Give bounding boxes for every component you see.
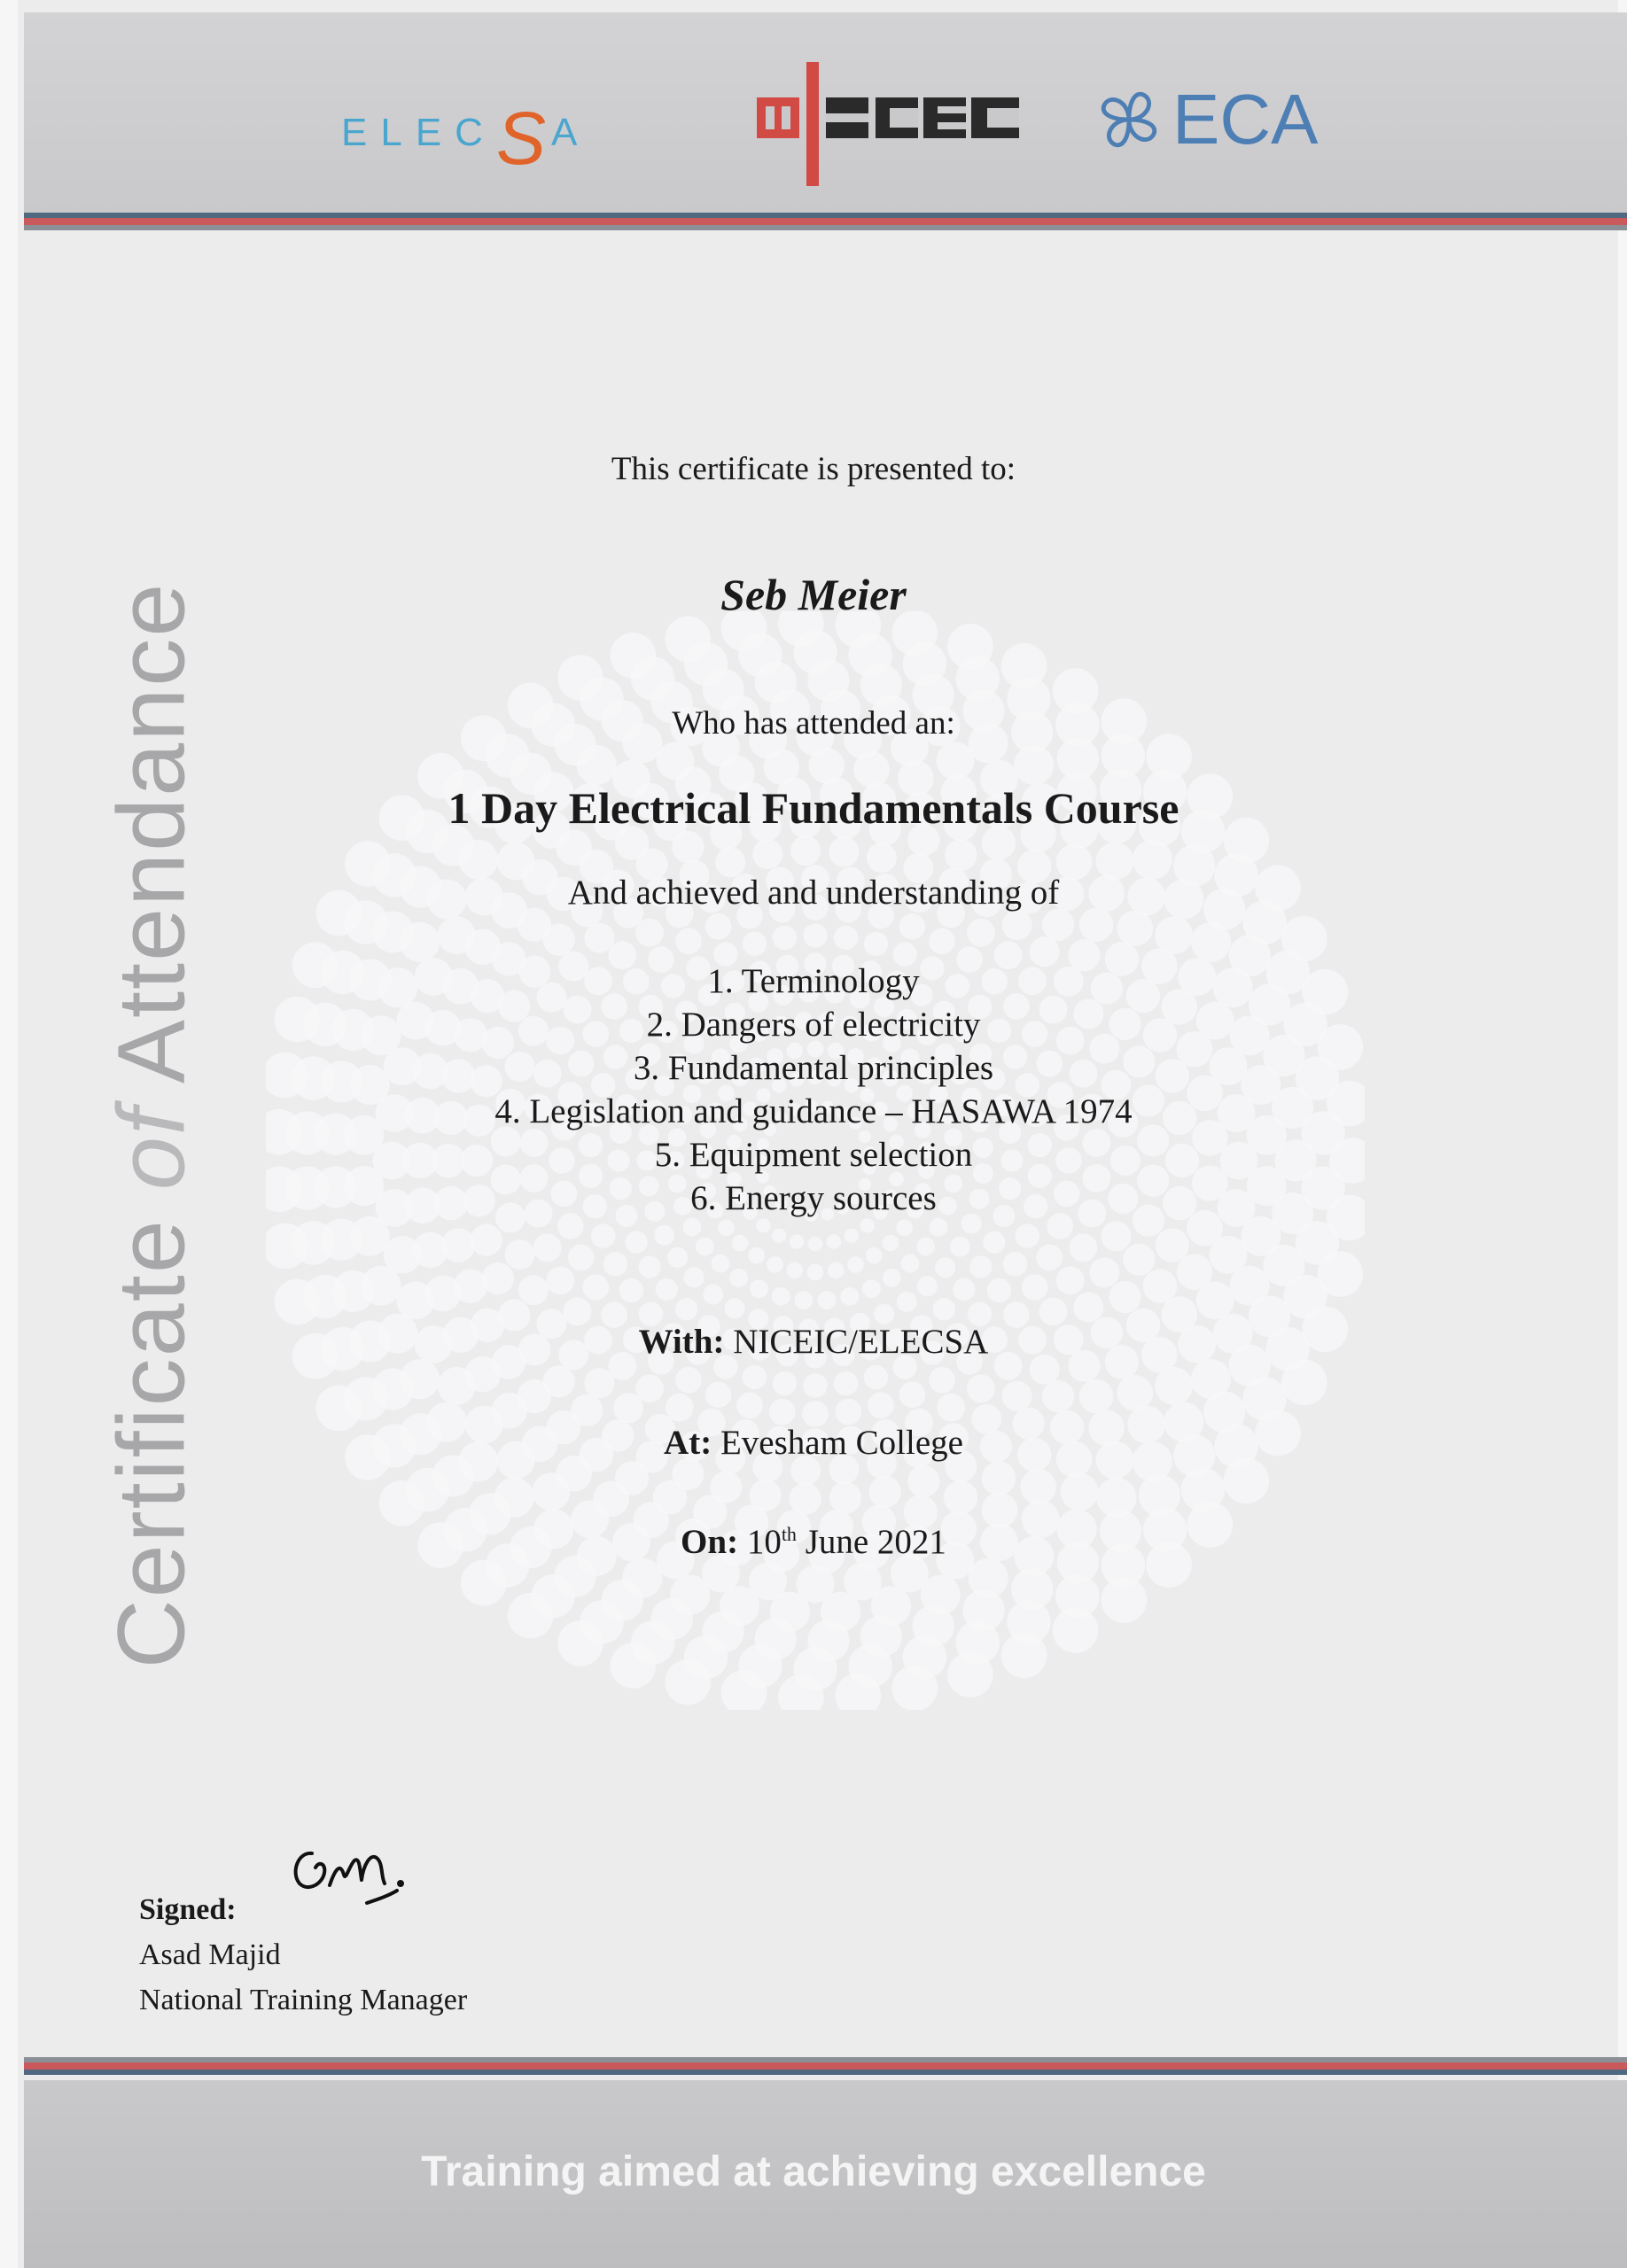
side-title-certificate: Certificate bbox=[97, 1190, 205, 1669]
pattern-dot bbox=[836, 1399, 862, 1425]
pattern-dot bbox=[795, 1291, 814, 1309]
pattern-dot bbox=[725, 1298, 745, 1318]
pattern-dot bbox=[666, 1394, 694, 1422]
pattern-dot bbox=[883, 1235, 899, 1252]
pattern-dot bbox=[930, 1218, 948, 1237]
pattern-dot bbox=[1070, 1233, 1098, 1262]
pattern-dot bbox=[818, 1291, 837, 1309]
side-title-of: of bbox=[97, 1107, 205, 1191]
pattern-dot bbox=[937, 1394, 965, 1422]
pattern-dot bbox=[1281, 916, 1327, 962]
pattern-dot bbox=[953, 1278, 975, 1301]
header-stripe bbox=[24, 213, 1627, 230]
pattern-dot bbox=[845, 1229, 859, 1243]
pattern-dot bbox=[675, 1298, 697, 1320]
pattern-dot bbox=[847, 1256, 864, 1273]
pattern-dot bbox=[1002, 1381, 1032, 1411]
pattern-dot bbox=[1036, 1245, 1063, 1271]
topic-item: 3. Fundamental principles bbox=[633, 1049, 994, 1087]
pattern-dot bbox=[471, 1224, 502, 1256]
signatory-title: National Training Manager bbox=[139, 1984, 468, 2016]
elecsa-logo-post: A bbox=[550, 111, 591, 154]
at-value: Evesham College bbox=[720, 1424, 963, 1462]
pattern-dot bbox=[1042, 1380, 1074, 1412]
pattern-dot bbox=[1079, 1379, 1113, 1413]
pattern-dot bbox=[438, 916, 476, 954]
topic-item: 5. Equipment selection bbox=[654, 1136, 973, 1174]
pattern-dot bbox=[1042, 909, 1074, 941]
pattern-dot bbox=[967, 919, 995, 947]
pattern-dot bbox=[1056, 1267, 1085, 1295]
pattern-dot bbox=[505, 1239, 535, 1270]
signatory-name: Asad Majid bbox=[139, 1938, 281, 1971]
pattern-dot bbox=[803, 1373, 827, 1397]
pattern-dot bbox=[696, 1238, 714, 1256]
pattern-dot bbox=[834, 1371, 858, 1395]
pattern-dot bbox=[967, 1374, 995, 1402]
pattern-dot bbox=[916, 1238, 935, 1256]
pattern-dot bbox=[868, 1393, 894, 1419]
pattern-dot bbox=[947, 1651, 993, 1697]
pattern-dot bbox=[950, 1237, 970, 1257]
pattern-dot bbox=[591, 1223, 615, 1247]
pattern-dot bbox=[732, 1235, 749, 1252]
pattern-dot bbox=[983, 1231, 1005, 1254]
pattern-dot bbox=[1155, 916, 1193, 954]
pattern-dot bbox=[1117, 911, 1154, 947]
pattern-dot bbox=[1101, 1221, 1131, 1251]
signature-block bbox=[139, 1887, 467, 2023]
course-title: 1 Day Electrical Fundamentals Course bbox=[448, 783, 1179, 833]
date-rest: June 2021 bbox=[805, 1523, 946, 1561]
pattern-dot bbox=[808, 1237, 822, 1251]
elecsa-logo-s: S bbox=[495, 97, 551, 180]
footer-stripe bbox=[24, 2057, 1627, 2075]
pattern-dot bbox=[705, 1381, 732, 1408]
pattern-dot bbox=[969, 1255, 992, 1278]
pattern-dot bbox=[705, 913, 732, 940]
pattern-dot bbox=[883, 1269, 901, 1287]
pattern-dot bbox=[917, 1276, 938, 1296]
pattern-dot bbox=[1061, 1472, 1099, 1511]
pattern-dot bbox=[396, 1282, 434, 1320]
pattern-dot bbox=[829, 837, 859, 867]
pattern-dot bbox=[613, 1393, 643, 1423]
pattern-dot bbox=[829, 1481, 861, 1513]
pattern-dot bbox=[899, 1381, 926, 1408]
pattern-dot bbox=[773, 926, 797, 950]
pattern-dot bbox=[803, 923, 827, 947]
pattern-dot bbox=[665, 1659, 711, 1705]
date-day: 10 bbox=[746, 1523, 782, 1561]
pattern-dot bbox=[860, 1218, 874, 1232]
pattern-dot bbox=[790, 1234, 804, 1248]
pattern-dot bbox=[1318, 1251, 1364, 1297]
pattern-dot bbox=[1001, 1633, 1047, 1679]
pattern-dot bbox=[787, 1262, 804, 1279]
pattern-dot bbox=[1102, 1577, 1148, 1623]
date-line bbox=[0, 1522, 1627, 1562]
pattern-dot bbox=[1053, 1607, 1099, 1653]
pattern-dot bbox=[987, 1278, 1011, 1302]
pattern-dot bbox=[583, 1274, 610, 1301]
pattern-dot bbox=[945, 839, 977, 871]
pattern-dot bbox=[1016, 1223, 1039, 1247]
eca-logo-text: ECA bbox=[1172, 80, 1319, 159]
topics-list bbox=[0, 959, 1627, 1220]
pattern-dot bbox=[533, 1233, 562, 1262]
pattern-dot bbox=[461, 1560, 507, 1606]
pattern-dot bbox=[667, 1247, 688, 1268]
elecsa-logo bbox=[341, 96, 591, 180]
pattern-dot bbox=[899, 913, 926, 940]
pattern-dot bbox=[772, 1229, 786, 1243]
topic-item: 2. Dangers of electricity bbox=[646, 1006, 981, 1044]
pattern-dot bbox=[626, 1231, 648, 1254]
pattern-dot bbox=[750, 1279, 768, 1298]
pattern-dot bbox=[864, 1365, 888, 1389]
pattern-dot bbox=[1143, 1269, 1177, 1302]
pattern-dot bbox=[584, 923, 614, 953]
achieved-label: And achieved and understanding of bbox=[567, 874, 1060, 912]
attended-label: Who has attended an: bbox=[672, 705, 955, 742]
recipient-name: Seb Meier bbox=[720, 570, 907, 619]
pattern-dot bbox=[834, 926, 858, 950]
footer-slogan: Training aimed at achieving excellence bbox=[421, 2148, 1206, 2195]
pattern-dot bbox=[533, 1472, 571, 1511]
pattern-dot bbox=[897, 1292, 917, 1312]
pattern-dot bbox=[557, 655, 603, 701]
pattern-dot bbox=[1109, 1281, 1141, 1313]
on-label: On: bbox=[681, 1523, 739, 1561]
pattern-dot bbox=[656, 1278, 678, 1301]
pattern-dot bbox=[718, 1220, 735, 1237]
signed-label: Signed: bbox=[139, 1893, 237, 1926]
pattern-dot bbox=[639, 1255, 661, 1278]
pattern-dot bbox=[1002, 910, 1032, 940]
pattern-dot bbox=[1117, 1375, 1154, 1411]
pattern-dot bbox=[772, 1287, 790, 1306]
pattern-dot bbox=[1196, 1282, 1234, 1320]
pattern-dot bbox=[379, 1480, 425, 1526]
pattern-dot bbox=[743, 932, 767, 956]
pattern-dot bbox=[603, 1252, 627, 1276]
topic-item: 1. Terminology bbox=[707, 962, 920, 1000]
pattern-dot bbox=[665, 617, 711, 663]
side-title-attendance: Attendance bbox=[97, 581, 205, 1107]
pattern-dot bbox=[773, 1371, 797, 1395]
pattern-dot bbox=[907, 1465, 939, 1497]
at-line bbox=[0, 1423, 1627, 1463]
pattern-dot bbox=[1089, 1257, 1119, 1287]
pattern-dot bbox=[438, 1367, 476, 1405]
elecsa-logo-pre: ELEC bbox=[341, 111, 496, 154]
at-label: At: bbox=[664, 1424, 712, 1462]
pattern-dot bbox=[827, 1234, 841, 1248]
pattern-dot bbox=[748, 1247, 765, 1264]
niceic-logo-mark bbox=[755, 62, 1021, 186]
pattern-dot bbox=[869, 1476, 901, 1508]
pattern-dot bbox=[275, 1279, 321, 1325]
pattern-dot bbox=[1224, 1458, 1270, 1504]
pattern-dot bbox=[703, 1285, 723, 1305]
pattern-dot bbox=[584, 1368, 614, 1398]
pattern-dot bbox=[767, 1256, 783, 1273]
niceic-logo bbox=[755, 62, 1021, 186]
pattern-dot bbox=[743, 1365, 767, 1389]
date-suffix: th bbox=[781, 1523, 797, 1545]
pattern-dot bbox=[901, 1254, 920, 1273]
pattern-dot bbox=[935, 1257, 955, 1278]
pattern-dot bbox=[1001, 643, 1047, 689]
pattern-dot bbox=[896, 1220, 913, 1237]
pattern-dot bbox=[1079, 908, 1113, 942]
pattern-dot bbox=[1155, 1367, 1193, 1405]
pattern-dot bbox=[929, 1367, 955, 1394]
pattern-dot bbox=[546, 1267, 574, 1295]
pattern-dot bbox=[508, 1593, 554, 1639]
topic-item: 6. Energy sources bbox=[690, 1179, 937, 1217]
pattern-dot bbox=[1020, 1469, 1056, 1505]
pattern-dot bbox=[933, 1298, 955, 1320]
eca-swirl-icon bbox=[1094, 85, 1164, 154]
with-label: With: bbox=[638, 1323, 725, 1361]
pattern-dot bbox=[611, 633, 657, 679]
pattern-dot bbox=[619, 1278, 643, 1302]
pattern-dot bbox=[557, 1620, 603, 1666]
with-line bbox=[0, 1322, 1627, 1362]
pattern-dot bbox=[862, 1279, 881, 1298]
pattern-dot bbox=[867, 843, 897, 873]
pattern-dot bbox=[840, 1287, 859, 1306]
pattern-dot bbox=[568, 1245, 595, 1271]
pattern-dot bbox=[807, 1264, 824, 1281]
pattern-dot bbox=[864, 932, 888, 956]
pattern-dot bbox=[654, 1225, 674, 1246]
pattern-dot bbox=[729, 1269, 748, 1287]
pattern-dot bbox=[752, 839, 782, 869]
pattern-dot bbox=[769, 1399, 796, 1425]
pattern-dot bbox=[684, 1267, 705, 1287]
pattern-dot bbox=[947, 624, 993, 670]
pattern-dot bbox=[518, 1275, 549, 1305]
pattern-dot bbox=[683, 1218, 702, 1237]
pattern-dot bbox=[1156, 1228, 1189, 1262]
pattern-dot bbox=[1022, 1274, 1048, 1301]
eca-logo bbox=[1094, 80, 1319, 159]
pattern-dot bbox=[790, 835, 821, 866]
pattern-dot bbox=[828, 1262, 845, 1279]
pattern-dot bbox=[1003, 1252, 1027, 1276]
pattern-dot bbox=[1073, 1293, 1103, 1323]
pattern-dot bbox=[611, 1643, 657, 1689]
pattern-dot bbox=[1281, 1360, 1327, 1406]
pattern-dot bbox=[1123, 1244, 1155, 1276]
pattern-dot bbox=[712, 1254, 730, 1273]
pattern-dot bbox=[929, 928, 955, 955]
pattern-dot bbox=[736, 1393, 763, 1419]
pattern-dot bbox=[892, 1666, 938, 1710]
pattern-dot bbox=[756, 1218, 770, 1232]
with-value: NICEIC/ELECSA bbox=[733, 1323, 989, 1361]
pattern-dot bbox=[982, 1461, 1016, 1495]
pattern-dot bbox=[675, 928, 702, 955]
topic-item: 4. Legislation and guidance – HASAWA 1974 bbox=[494, 1092, 1133, 1130]
pattern-dot bbox=[657, 742, 695, 780]
presented-to-label: This certificate is presented to: bbox=[611, 451, 1016, 487]
pattern-dot bbox=[866, 1247, 883, 1264]
pattern-dot bbox=[937, 742, 975, 780]
pattern-dot bbox=[944, 1480, 977, 1514]
pattern-dot bbox=[675, 1367, 702, 1394]
